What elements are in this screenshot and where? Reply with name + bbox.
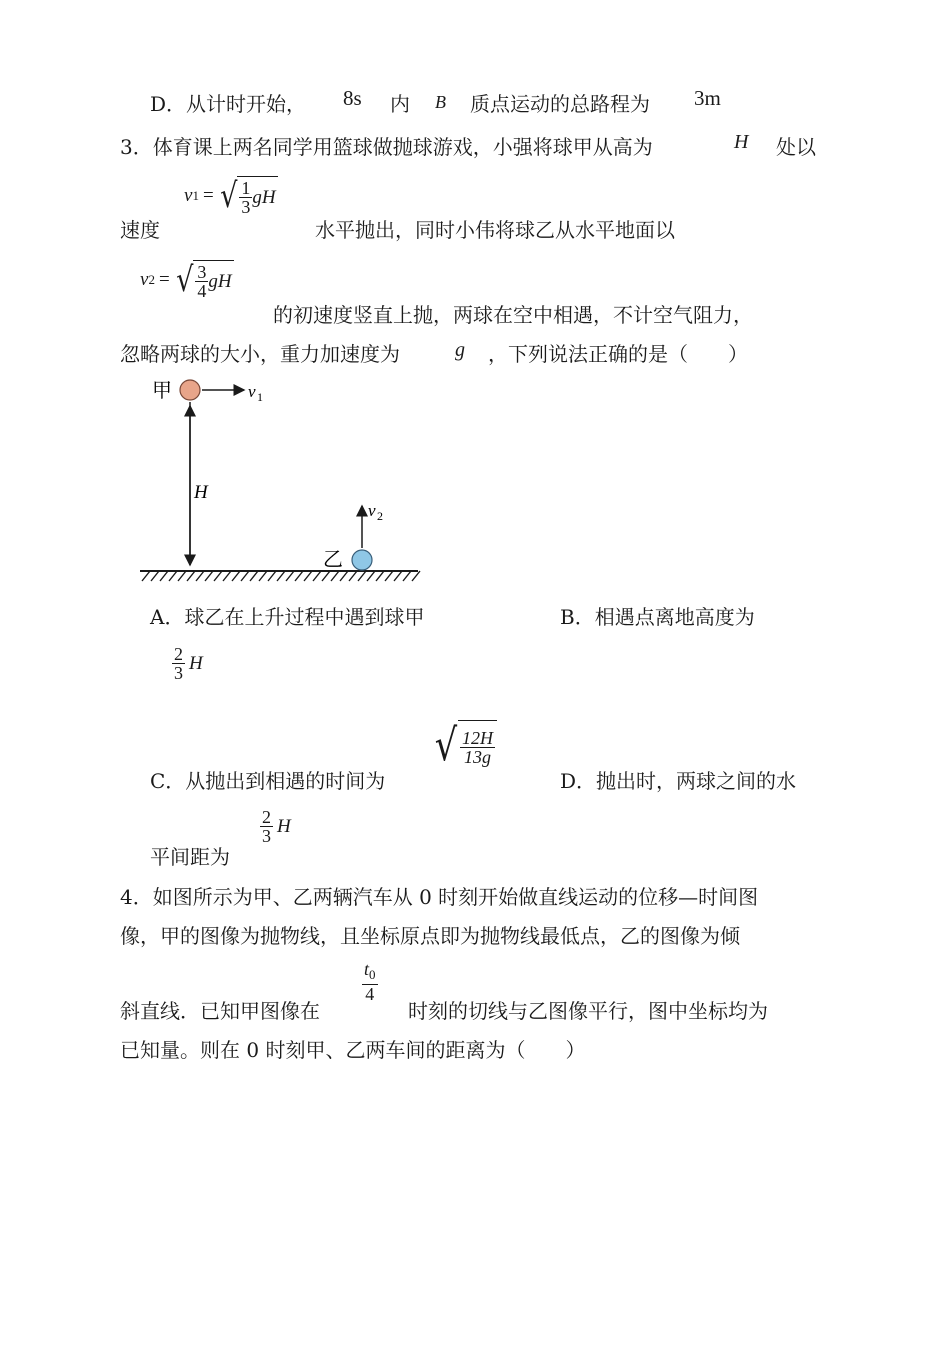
hatch-mark (142, 571, 150, 581)
hatch-mark (259, 571, 267, 581)
hatch-mark (205, 571, 213, 581)
t0-over-4: $\frac{t_0}{4}$ (364, 959, 376, 1004)
v1-label: v (248, 382, 256, 401)
ball-jia-label: 甲 (152, 380, 172, 402)
option-d-expression: $\frac{2}{3}$ H (262, 807, 291, 846)
q4-line2: 像，甲的图像为抛物线，且坐标原点即为抛物线最低点，乙的图像为倾 (120, 924, 740, 948)
hatch-mark (286, 571, 294, 581)
hatch-mark (385, 571, 393, 581)
hatch-mark (169, 571, 177, 581)
v2-label-sub: 2 (377, 509, 383, 523)
q2-option-d-time: 8s (343, 86, 362, 110)
hatch-mark (331, 571, 339, 581)
hatch-mark (151, 571, 159, 581)
hatch-mark (241, 571, 249, 581)
hatch-mark (358, 571, 366, 581)
hatch-mark (214, 571, 222, 581)
hatch-mark (322, 571, 330, 581)
hatch-mark (403, 571, 411, 581)
hatch-mark (232, 571, 240, 581)
q3-line4-end: ，下列说法正确的是（ ） (488, 342, 748, 366)
q4-line1: 4．如图所示为甲、乙两辆汽车从 0 时刻开始做直线运动的位移—时间图 (120, 885, 759, 909)
ball-jia (180, 380, 200, 400)
q3-line2-end: 水平抛出，同时小伟将球乙从水平地面以 (315, 218, 675, 242)
q2-option-d-particle: B (435, 92, 446, 112)
ball-yi-label: 乙 (323, 549, 343, 571)
projectile-figure (130, 370, 430, 590)
hatch-mark (412, 571, 420, 581)
hatch-mark (268, 571, 276, 581)
q2-option-d-mid: 内 (390, 92, 410, 116)
q3-option-b: B．相遇点离地高度为 (560, 605, 755, 629)
height-label: H (194, 482, 208, 503)
q2-option-d-rest: 质点运动的总路程为 (470, 92, 650, 116)
hatch-mark (250, 571, 258, 581)
option-c-expression: √ $\frac{12H}{13g}$ (432, 720, 497, 772)
q3-line3-end: 的初速度竖直上抛，两球在空中相遇，不计空气阻力， (273, 303, 753, 327)
q3-line4-start: 忽略两球的大小，重力加速度为 (120, 342, 400, 366)
q3-option-c: C．从抛出到相遇的时间为 (150, 769, 386, 793)
v2-label: v (368, 501, 376, 520)
q4-line3-end: 时刻的切线与乙图像平行，图中坐标均为 (408, 999, 768, 1023)
hatch-mark (376, 571, 384, 581)
hatch-mark (196, 571, 204, 581)
hatch-mark (394, 571, 402, 581)
q3-line1: 3．体育课上两名同学用篮球做抛球游戏，小强将球甲从高为 (120, 135, 653, 159)
q2-option-d: D．从计时开始， (150, 92, 307, 116)
hatch-mark (304, 571, 312, 581)
q3-var-h: H (734, 131, 749, 153)
q4-line4: 已知量。则在 0 时刻甲、乙两车间的距离为（ ） (120, 1038, 586, 1062)
hatch-mark (187, 571, 195, 581)
q2-option-d-distance: 3m (694, 86, 721, 110)
hatch-mark (223, 571, 231, 581)
ball-yi (352, 550, 372, 570)
v1-equation: v 1 = √ $\frac{1}{3}$ gH (184, 176, 276, 217)
hatch-mark (178, 571, 186, 581)
hatch-mark (313, 571, 321, 581)
hatch-mark (349, 571, 357, 581)
q3-line1-end: 处以 (776, 135, 816, 159)
q4-line3-start: 斜直线．已知甲图像在 (120, 999, 320, 1023)
q3-option-a: A．球乙在上升过程中遇到球甲 (150, 605, 425, 629)
hatch-mark (295, 571, 303, 581)
v1-label-sub: 1 (257, 390, 263, 404)
q3-option-d-cont: 平间距为 (150, 845, 230, 869)
option-b-expression: $\frac{2}{3}$ H (174, 644, 203, 683)
q3-option-d: D．抛出时，两球之间的水 (560, 769, 797, 793)
hatch-mark (340, 571, 348, 581)
q3-line2-start: 速度 (120, 218, 160, 242)
ground-hatching (142, 571, 420, 581)
hatch-mark (277, 571, 285, 581)
v2-sqrt: √ $\frac{3}{4}$ gH (175, 260, 232, 301)
hatch-mark (160, 571, 168, 581)
v2-equation: v 2 = √ $\frac{3}{4}$ gH (140, 260, 232, 301)
q3-var-g: g (455, 339, 465, 361)
hatch-mark (367, 571, 375, 581)
v1-sqrt: √ $\frac{1}{3}$ gH (219, 176, 276, 217)
